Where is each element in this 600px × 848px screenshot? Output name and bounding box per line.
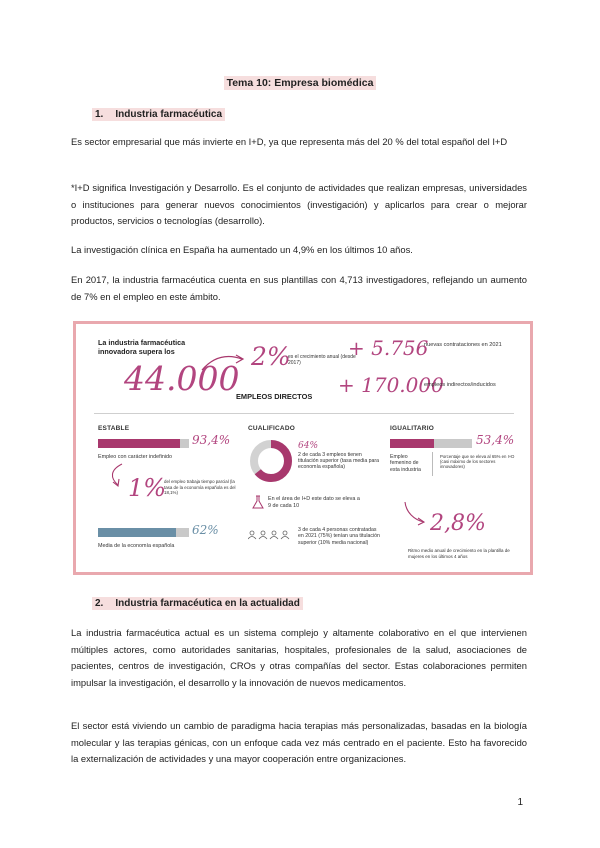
page-title: Tema 10: Empresa biomédica [0,77,600,89]
section-heading-1: 1. Industria farmacéutica [92,108,225,121]
igualitario-caption: Empleo femenino de esta industria [390,454,421,473]
cualificado-text2: En el área de I+D este dato se eleva a 9 de cada 10 [268,496,360,509]
cualificado-label: CUALIFICADO [248,425,295,432]
arrow-icon [198,350,248,374]
paragraph: La investigación clínica en España ha aumentado un 4,9% en los últimos 10 años. [71,244,413,255]
estable-label: ESTABLE [98,425,130,432]
economy-percent: 62% [192,523,219,537]
economy-bar [98,528,176,537]
estable-bar-remainder [180,439,189,448]
igualitario-growth-text: Ritmo medio anual de crecimiento en la plantilla de mujeres en los últimos 4 años [408,548,510,559]
igualitario-bar-remainder [434,439,472,448]
igualitario-percent: 53,4% [476,433,515,447]
economy-caption: Media de la economía española [98,543,175,549]
new-hires-text: nuevas contrataciones en 2021 [424,342,502,348]
people-icons [248,530,292,540]
cualificado-donut [248,438,294,484]
paragraph: Es sector empresarial que más invierte en I+D, ya que representa más del 20 % del total español del I+D [71,136,508,147]
growth-text: es el crecimiento anual (desde 2017) [288,354,356,366]
igualitario-side-text: Porcentaje que se eleva al 65% en I+D (casi máximo de los sectores innovadores) [440,454,515,470]
page-number: 1 [517,797,523,808]
divider [432,452,433,476]
economy-bar-remainder [176,528,189,537]
estable-bar [98,439,180,448]
indirect-value: + 170.000 [338,373,444,397]
indirect-text: empleos indirectos/inducidos [424,382,496,388]
temp-value: 1% [128,474,167,502]
cualificado-text3: 3 de cada 4 personas contratadas en 2021 (75%) tenían una titulación superior (10% media nacional) [298,527,380,546]
big-number-label: EMPLEOS DIRECTOS [236,392,313,401]
arrow-icon [106,462,128,488]
temp-text: del empleo trabaja tiempo parcial (la tasa de la economía española es del 18,1%) [164,479,236,495]
igualitario-bar [390,439,434,448]
infographic-headline: La industria farmacéutica innovadora supera los [98,338,186,356]
divider [94,413,514,414]
section-heading-2: 2. Industria farmacéutica en la actualidad [92,597,303,610]
employment-infographic [73,321,533,575]
igualitario-label: IGUALITARIO [390,425,434,432]
arrow-icon [402,500,428,526]
paragraph: *I+D significa Investigación y Desarrollo. Es el conjunto de actividades que realizan empresas, universidades o instituciones para generar nuevos conocimientos (investigación) y aplicarlos para crear o mejorar productos, servicios o tecnologías (desarrollo). [71,182,527,226]
igualitario-growth-value: 2,8% [430,511,486,536]
big-number: 44.000 [124,359,240,398]
growth-value: 2% [251,342,291,371]
new-hires-value: + 5.756 [348,336,429,360]
estable-caption: Empleo con carácter indefinido [98,454,173,460]
flask-icon [252,495,264,509]
paragraph: En 2017, la industria farmacéutica cuenta en sus plantillas con 4,713 investigadores, reflejando un aumento de 7% en el empleo en este ámbito. [71,274,527,302]
paragraph: La industria farmacéutica actual es un sistema complejo y altamente colaborativo en el que intervienen múltiples actores, como autoridades sanitarias, hospitales, profesionales de la salud, asociaciones de pacientes, centros de investigación, CROs y otras compañías del sector. Estas colaboraciones permiten impulsar la investigación, el desarrollo y la innovación de nuevos medicamentos. [71,627,527,688]
cualificado-text1: 2 de cada 3 empleos tienen titulación superior (tasa media para economía española) [298,452,380,470]
estable-percent: 93,4% [192,433,231,447]
cualificado-percent: 64% [298,441,319,451]
paragraph: El sector está viviendo un cambio de paradigma hacia terapias más personalizadas, basadas en la biología molecular y las terapias génicas, con un enfoque cada vez más centrado en el paciente. Esto ha favorecido la externalización de actividades y una mayor cooperación entre organizaciones. [71,720,527,764]
